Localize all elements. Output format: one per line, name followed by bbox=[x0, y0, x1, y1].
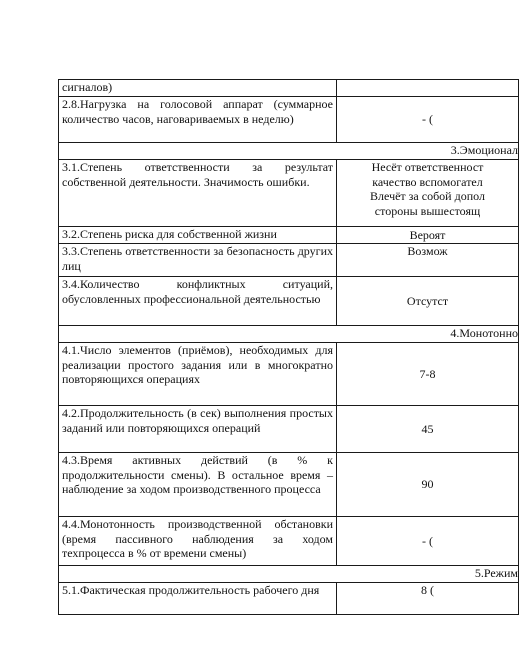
value-cell: 45 bbox=[337, 406, 519, 453]
value-cell: Отсутст bbox=[337, 277, 519, 326]
value-cell: - ( bbox=[337, 517, 519, 566]
value-line: Несёт ответственност bbox=[371, 160, 484, 174]
value-line: Влечёт за собой допол bbox=[370, 189, 485, 203]
indicator-cell: 3.4.Количество конфликтных ситуаций, обусловленных профессиональной деятельностью bbox=[59, 277, 337, 326]
value-cell: 7-8 bbox=[337, 343, 519, 406]
indicator-cell: 3.1.Степень ответственности за результат собственной деятельности. Значимость ошибки. bbox=[59, 160, 337, 227]
table-row bbox=[59, 517, 519, 566]
section-header-cell bbox=[59, 566, 519, 583]
indicator-cell: 4.1.Число элементов (приёмов), необходимых для реализации простого задания или в многократно повторяющихся операциях bbox=[59, 343, 337, 406]
section-header-row bbox=[59, 566, 519, 583]
indicator-cell: 3.2.Степень риска для собственной жизни bbox=[59, 227, 337, 244]
table-row bbox=[59, 80, 519, 97]
section-header-cell bbox=[59, 326, 519, 343]
table-row bbox=[59, 343, 519, 406]
value-cell: 8 ( bbox=[337, 583, 519, 615]
indicator-cell: 4.2.Продолжительность (в сек) выполнения простых заданий или повторяющихся операций bbox=[59, 406, 337, 453]
table-row bbox=[59, 97, 519, 143]
indicator-cell: 3.3.Степень ответственности за безопасность других лиц bbox=[59, 244, 337, 277]
value-line: стороны вышестоящ bbox=[374, 203, 481, 218]
table-row bbox=[59, 227, 519, 244]
value-cell: - ( bbox=[337, 97, 519, 143]
value-cell bbox=[337, 160, 519, 227]
section-header-row bbox=[59, 326, 519, 343]
section-title: 5.Режим bbox=[474, 566, 518, 580]
value-cell: 90 bbox=[337, 453, 519, 517]
value-cell: Вероят bbox=[337, 227, 519, 244]
value-cell: Возмож bbox=[337, 244, 519, 277]
indicator-cell: 4.3.Время активных действий (в % к продолжительности смены). В остальное время – наблюдение за ходом производственного процесса bbox=[59, 453, 337, 517]
indicator-cell: 5.1.Фактическая продолжительность рабочего дня bbox=[59, 583, 337, 615]
table-row bbox=[59, 406, 519, 453]
table-row bbox=[59, 244, 519, 277]
indicator-cell: 4.4.Монотонность производственной обстановки (время пассивного наблюдения за ходом техпроцесса в % от времени смены) bbox=[59, 517, 337, 566]
indicator-cell: 2.8.Нагрузка на голосовой аппарат (суммарное количество часов, наговариваемых в неделю) bbox=[59, 97, 337, 143]
value-line: качество вспомогател bbox=[372, 174, 483, 189]
value-cell bbox=[337, 80, 519, 97]
indicator-cell: сигналов) bbox=[59, 80, 337, 97]
section-header-row bbox=[59, 143, 519, 160]
section-header-cell bbox=[59, 143, 519, 160]
table-row bbox=[59, 160, 519, 227]
table-row bbox=[59, 277, 519, 326]
table-row bbox=[59, 583, 519, 615]
table-row bbox=[59, 453, 519, 517]
section-title: 3.Эмоционал bbox=[450, 143, 518, 157]
working-conditions-table bbox=[58, 79, 519, 615]
section-title: 4.Монотонно bbox=[450, 326, 518, 340]
